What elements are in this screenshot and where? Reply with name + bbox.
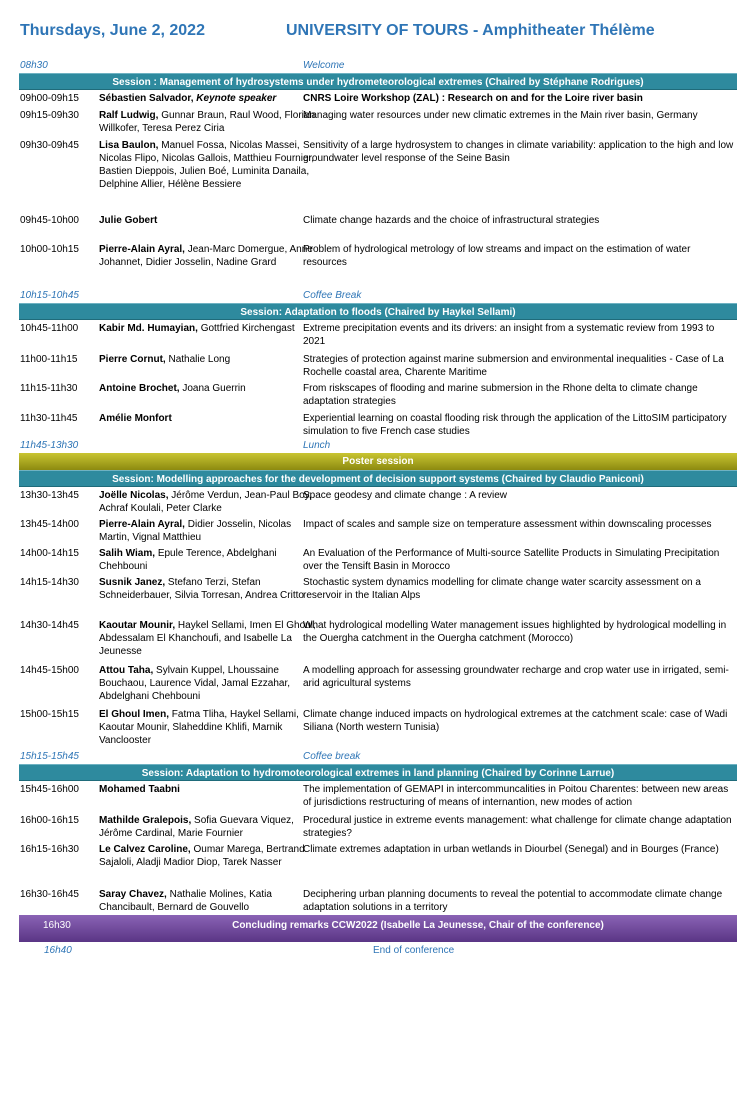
talk-row	[19, 212, 737, 241]
talk-row	[19, 487, 737, 516]
talk-row	[19, 380, 737, 410]
lead-author: Pierre-Alain Ayral,	[99, 519, 185, 530]
talk-row	[19, 137, 737, 212]
talk-title: Sensitivity of a large hydrosystem to changes in climate variability: application to the high and low groundwater level response of the Seine Basin	[303, 140, 734, 164]
break-time: 10h15-10h45	[20, 290, 79, 301]
lead-author: El Ghoul Imen,	[99, 709, 170, 720]
break-row	[19, 438, 737, 453]
concluding-time: 16h30	[43, 920, 71, 931]
co-authors: Joana Guerrin	[182, 383, 246, 394]
session-header: Session : Management of hydrosystems under hydrometeorological extremes (Chaired by Stéphane Rodrigues)	[19, 73, 737, 90]
talk-authors	[99, 92, 321, 105]
talk-authors	[99, 576, 321, 602]
talk-authors	[99, 214, 321, 227]
lead-author: Mohamed Taabni	[99, 784, 180, 795]
lead-author: Attou Taha,	[99, 665, 154, 676]
talk-title: Space geodesy and climate change : A review	[303, 490, 508, 501]
talk-time: 10h00-10h15	[20, 244, 79, 255]
break-row	[19, 288, 737, 303]
lead-author: Ralf Ludwig,	[99, 110, 159, 121]
talk-time: 09h30-09h45	[20, 140, 79, 151]
talk-title: Procedural justice in extreme events management: what challenge for climate change adaptation strategies?	[303, 815, 732, 839]
talk-authors	[99, 843, 321, 869]
break-time: 11h45-13h30	[20, 440, 79, 451]
talk-title: A modelling approach for assessing groundwater recharge and crop water use in irrigated, semi-arid agricultural systems	[303, 665, 729, 689]
lead-author: Pierre-Alain Ayral,	[99, 244, 185, 255]
talk-time: 09h45-10h00	[20, 215, 79, 226]
talk-title: What hydrological modelling Water management issues highlighted by hydrological modelling in the Ouergha catchment in the Ouergha catchment (Morocco)	[303, 620, 727, 644]
co-authors: Fatma Tliha, Haykel Sellami, Kaoutar Mounir, Slaheddine Khlifi, Marnik Vanclooster	[99, 709, 299, 746]
talk-row	[19, 351, 737, 380]
poster-session-bar: Poster session	[19, 453, 737, 470]
talk-authors	[99, 382, 321, 395]
talk-time: 11h30-11h45	[20, 413, 78, 424]
talk-time: 13h45-14h00	[20, 519, 79, 530]
co-authors: Nathalie Molines, Katia Chancibault, Bernard de Gouvello	[99, 889, 272, 913]
end-time: 16h40	[44, 945, 72, 956]
talk-authors	[99, 518, 321, 544]
page-venue: UNIVERSITY OF TOURS - Amphitheater Thélème	[286, 22, 655, 39]
talk-time: 09h15-09h30	[20, 110, 79, 121]
talk-title: An Evaluation of the Performance of Multi-source Satellite Products in Simulating Precipitation over the Tensift Basin in Morocco	[303, 548, 720, 572]
talk-row	[19, 617, 737, 662]
talk-authors	[99, 412, 321, 425]
talk-title: CNRS Loire Workshop (ZAL) : Research on and for the Loire river basin	[303, 93, 643, 104]
talk-row	[19, 841, 737, 886]
co-authors: Sofia Guevara Viquez, Jérôme Cardinal, Marie Fournier	[99, 815, 294, 839]
lead-author: Saray Chavez,	[99, 889, 167, 900]
page-date: Thursdays, June 2, 2022	[20, 22, 205, 39]
lead-author: Le Calvez Caroline,	[99, 844, 191, 855]
talk-title: Extreme precipitation events and its drivers: an insight from a systematic review from 1993 to 2021	[303, 323, 715, 347]
talk-authors	[99, 489, 321, 515]
lead-author: Pierre Cornut,	[99, 354, 166, 365]
talk-title: Climate change induced impacts on hydrological extremes at the catchment scale: case of Wadi Siliana (North western Tunisia)	[303, 709, 728, 733]
talk-title: Impact of scales and sample size on temperature assessment within downscaling processes	[303, 519, 712, 530]
talk-authors	[99, 322, 321, 335]
talk-authors	[99, 664, 321, 703]
talk-time: 14h15-14h30	[20, 577, 79, 588]
break-time: 15h15-15h45	[20, 751, 79, 762]
lead-author: Julie Gobert	[99, 215, 158, 226]
talk-row	[19, 107, 737, 137]
talk-row	[19, 320, 737, 351]
talk-time: 15h00-15h15	[20, 709, 79, 720]
co-authors: Sylvain Kuppel, Lhoussaine Bouchaou, Laurence Vidal, Jamal Ezzahar, Abdelghani Chehbouni	[99, 665, 291, 702]
lead-author: Mathilde Gralepois,	[99, 815, 192, 826]
talk-authors	[99, 708, 321, 747]
talk-title: Strategies of protection against marine submersion and environmental inequalities - Case of La Rochelle coastal area, Charente Maritime	[303, 354, 724, 378]
talk-title: The implementation of GEMAPI in intercommuncalities in Poitou Charentes: between new areas of jurisdictions restructuring of means of internantion, new modes of action	[303, 784, 729, 808]
talk-title: Problem of hydrological metrology of low streams and impact on the estimation of water resources	[303, 244, 691, 268]
talk-row	[19, 662, 737, 706]
co-authors: Epule Terence, Abdelghani Chehbouni	[99, 548, 277, 572]
talk-row	[19, 706, 737, 749]
talk-authors	[99, 139, 321, 191]
co-authors: Jérôme Verdun, Jean-Paul Boy, Achraf Koulali, Peter Clarke	[99, 490, 312, 514]
break-time: 08h30	[20, 60, 48, 71]
talk-title: Climate extremes adaptation in urban wetlands in Diourbel (Senegal) and in Bourges (France)	[303, 844, 719, 855]
lead-author: Lisa Baulon,	[99, 140, 159, 151]
co-authors: Stefano Terzi, Stefan Schneiderbauer, Silvia Torresan, Andrea Critto	[99, 577, 304, 601]
talk-time: 13h30-13h45	[20, 490, 79, 501]
lead-author: Kabir Md. Humayian,	[99, 323, 198, 334]
schedule	[19, 58, 737, 957]
talk-time: 10h45-11h00	[20, 323, 79, 334]
talk-authors	[99, 619, 321, 658]
talk-time: 11h00-11h15	[20, 354, 78, 365]
talk-authors	[99, 109, 321, 135]
concluding-remarks-bar	[19, 915, 737, 942]
talk-authors	[99, 888, 321, 914]
talk-authors	[99, 814, 321, 840]
end-row	[19, 942, 737, 957]
co-authors: Oumar Marega, Bertrand Sajaloli, Aladji Madior Diop, Tarek Nasser	[99, 844, 305, 868]
talk-time: 15h45-16h00	[20, 784, 79, 795]
lead-author: Susnik Janez,	[99, 577, 166, 588]
talk-time: 16h00-16h15	[20, 815, 79, 826]
concluding-label: Concluding remarks CCW2022 (Isabelle La Jeunesse, Chair of the conference)	[232, 920, 604, 931]
co-authors: Manuel Fossa, Nicolas Massei, Nicolas Flipo, Nicolas Gallois, Matthieu Fournier, Bastien Dieppois, Julien Boé, Luminita Danaila, Delphine Allier, Hélène Bessiere	[99, 140, 315, 190]
co-authors: Didier Josselin, Nicolas Martin, Vignal Matthieu	[99, 519, 292, 543]
end-label: End of conference	[373, 945, 455, 956]
talk-authors	[99, 547, 321, 573]
break-label: Coffee Break	[303, 290, 362, 301]
keynote-label: Keynote speaker	[196, 93, 277, 104]
lead-author: Salih Wiam,	[99, 548, 156, 559]
co-authors: Gunnar Braun, Raul Wood, Florian Willkofer, Teresa Perez Ciria	[99, 110, 316, 134]
talk-authors	[99, 783, 321, 796]
talk-authors	[99, 243, 321, 269]
co-authors: Nathalie Long	[168, 354, 231, 365]
lead-author: Sébastien Salvador,	[99, 93, 194, 104]
break-row	[19, 749, 737, 764]
talk-authors	[99, 353, 321, 366]
talk-time: 14h00-14h15	[20, 548, 79, 559]
break-row	[19, 58, 737, 73]
talk-time: 14h45-15h00	[20, 665, 79, 676]
co-authors: Gottfried Kirchengast	[200, 323, 295, 334]
break-label: Lunch	[303, 440, 331, 451]
talk-row	[19, 781, 737, 812]
talk-title: Deciphering urban planning documents to reveal the potential to accommodate climate change adaptation solutions in a territory	[303, 889, 723, 913]
talk-time: 11h15-11h30	[20, 383, 78, 394]
talk-time: 16h30-16h45	[20, 889, 79, 900]
session-header: Session: Adaptation to floods (Chaired by Haykel Sellami)	[19, 303, 737, 320]
talk-title: Climate change hazards and the choice of infrastructural strategies	[303, 215, 600, 226]
talk-time: 16h15-16h30	[20, 844, 79, 855]
co-authors: Jean-Marc Domergue, Anne Johannet, Didier Josselin, Nadine Grard	[99, 244, 313, 268]
lead-author: Kaoutar Mounir,	[99, 620, 176, 631]
lead-author: Amélie Monfort	[99, 413, 172, 424]
talk-row	[19, 574, 737, 617]
talk-row	[19, 812, 737, 841]
talk-time: 09h00-09h15	[20, 93, 79, 104]
talk-title: Stochastic system dynamics modelling for climate change water scarcity assessment on a reservoir in the Italian Alps	[303, 577, 701, 601]
talk-row	[19, 241, 737, 288]
talk-row	[19, 886, 737, 915]
co-authors: Haykel Sellami, Imen El Ghoul, Abdessalam El Khanchoufi, and Isabelle La Jeunesse	[99, 620, 316, 657]
talk-title: Managing water resources under new climatic extremes in the Main river basin, Germany	[303, 110, 698, 121]
talk-time: 14h30-14h45	[20, 620, 79, 631]
break-label: Coffee break	[303, 751, 361, 762]
session-header: Session: Modelling approaches for the development of decision support systems (Chaired by Claudio Paniconi)	[19, 470, 737, 487]
break-label: Welcome	[303, 60, 345, 71]
talk-row	[19, 516, 737, 545]
lead-author: Joëlle Nicolas,	[99, 490, 169, 501]
talk-title: From riskscapes of flooding and marine submersion in the Rhone delta to climate change adaptation strategies	[303, 383, 698, 407]
talk-row	[19, 90, 737, 107]
session-header: Session: Adaptation to hydromoteorological extremes in land planning (Chaired by Corinne Larrue)	[19, 764, 737, 781]
talk-row	[19, 545, 737, 574]
talk-row	[19, 410, 737, 438]
lead-author: Antoine Brochet,	[99, 383, 180, 394]
talk-title: Experiential learning on coastal flooding risk through the application of the LittoSIM participatory simulation to five French case studies	[303, 413, 727, 437]
